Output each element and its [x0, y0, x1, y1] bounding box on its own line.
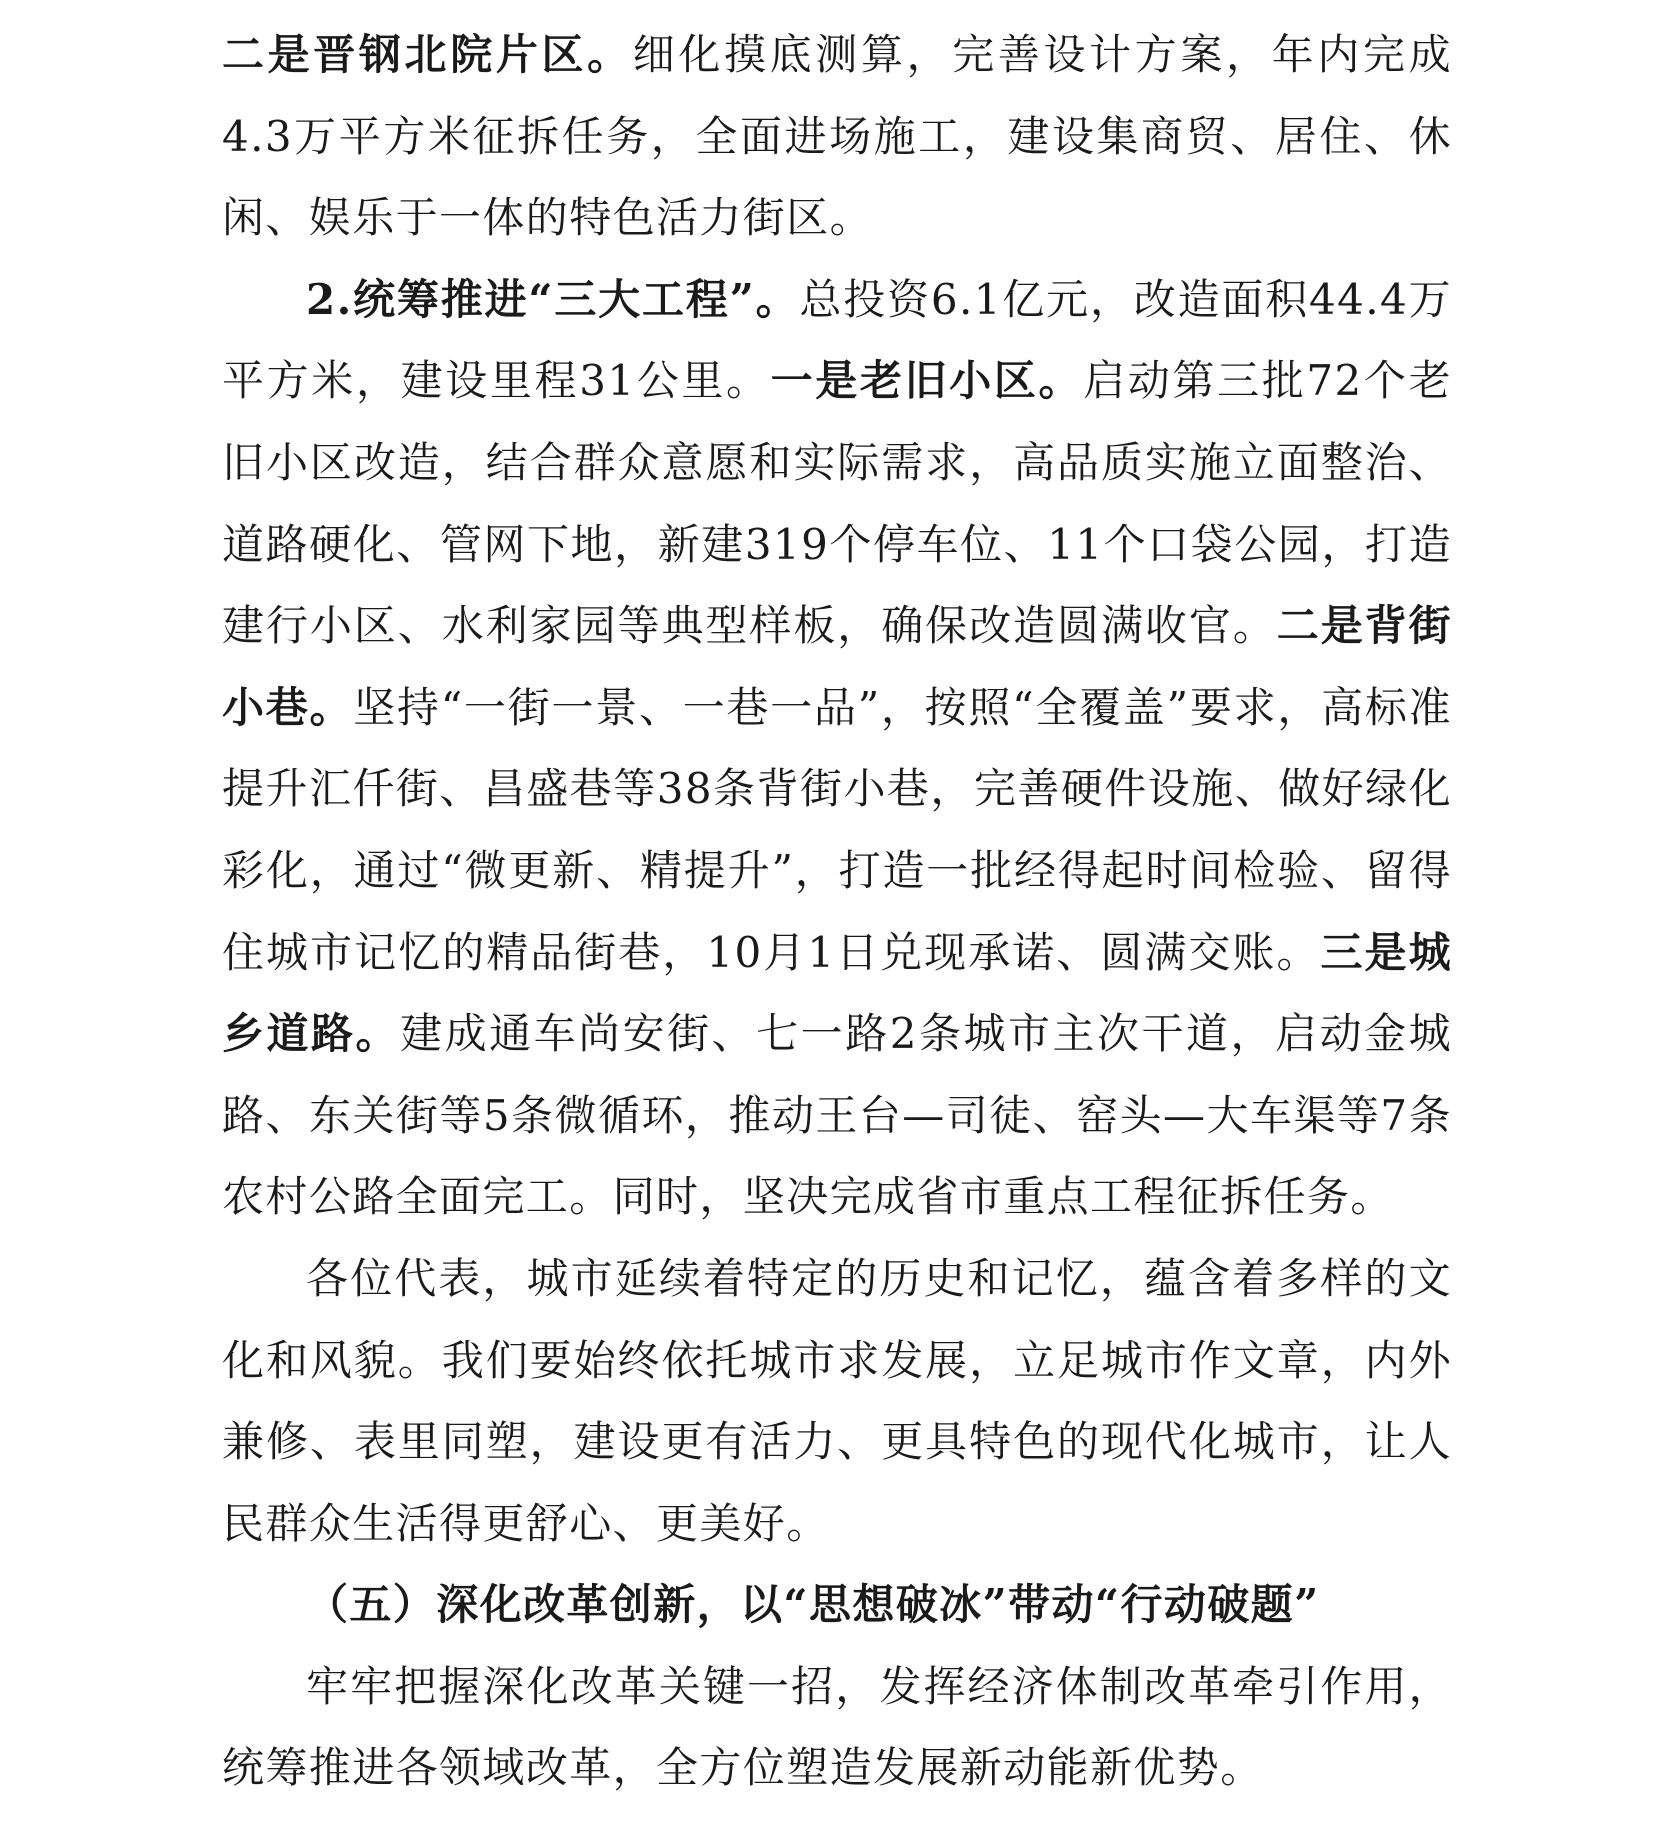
- subheading-jingang-beiyuan: 二是晋钢北院片区。: [222, 30, 633, 79]
- paragraph-text: 牢牢把握深化改革关键一招，发挥经济体制改革牵引作用，统筹推进各领域改革，全方位塑造发展新动能新优势。: [222, 1661, 1452, 1793]
- paragraph-text: 坚持“一街一景、一巷一品”，按照“全覆盖”要求，高标准提升汇仟街、昌盛巷等38条背街小巷，完善硬件设施、做好绿化彩化，通过“微更新、精提升”，打造一批经得起时间检验、留得住城市记忆的精品街巷，10月1日兑现承诺、圆满交账。: [222, 682, 1452, 977]
- subheading-back-streets: 二是背街小巷。: [222, 601, 1452, 732]
- section-heading-reform: [222, 1564, 1452, 1646]
- paragraph-text: 各位代表，城市延续着特定的历史和记忆，蕴含着多样的文化和风貌。我们要始终依托城市求发展，立足城市作文章，内外兼修、表里同塑，建设更有活力、更具特色的现代化城市，让人民群众生活得更舒心、更美好。: [222, 1253, 1452, 1548]
- subheading-urban-rural-roads: 三是城乡道路。: [222, 927, 1452, 1059]
- section-heading-text: （五）深化改革创新，以“思想破冰”带动“行动破题”: [306, 1580, 1320, 1630]
- document-page: [222, 14, 1452, 1809]
- paragraph-text: 总投资6.1亿元，改造面积44.4万平方米，建设里程31公里。: [222, 274, 1452, 406]
- paragraph-text: 细化摸底测算，完善设计方案，年内完成4.3万平方米征拆任务，全面进场施工，建设集商贸、居住、休闲、娱乐于一体的特色活力街区。: [222, 30, 1452, 243]
- subheading-three-projects: 2.统筹推进“三大工程”。: [306, 274, 800, 324]
- subheading-old-communities: 一是老旧小区。: [770, 356, 1084, 406]
- paragraph-city-memory: [222, 1238, 1452, 1564]
- paragraph-three-projects: [222, 259, 1452, 1238]
- paragraph-text: 启动第三批72个老旧小区改造，结合群众意愿和实际需求，高品质实施立面整治、道路硬化、管网下地，新建319个停车位、11个口袋公园，打造建行小区、水利家园等典型样板，确保改造圆满收官。: [222, 356, 1452, 651]
- paragraph-text: 建成通车尚安街、七一路2条城市主次干道，启动金城路、东关街等5条微循环，推动王台—司徒、窑头—大车渠等7条农村公路全面完工。同时，坚决完成省市重点工程征拆任务。: [222, 1009, 1452, 1222]
- paragraph-reform: [222, 1646, 1452, 1809]
- paragraph-jingang-beiyuan: [222, 14, 1452, 259]
